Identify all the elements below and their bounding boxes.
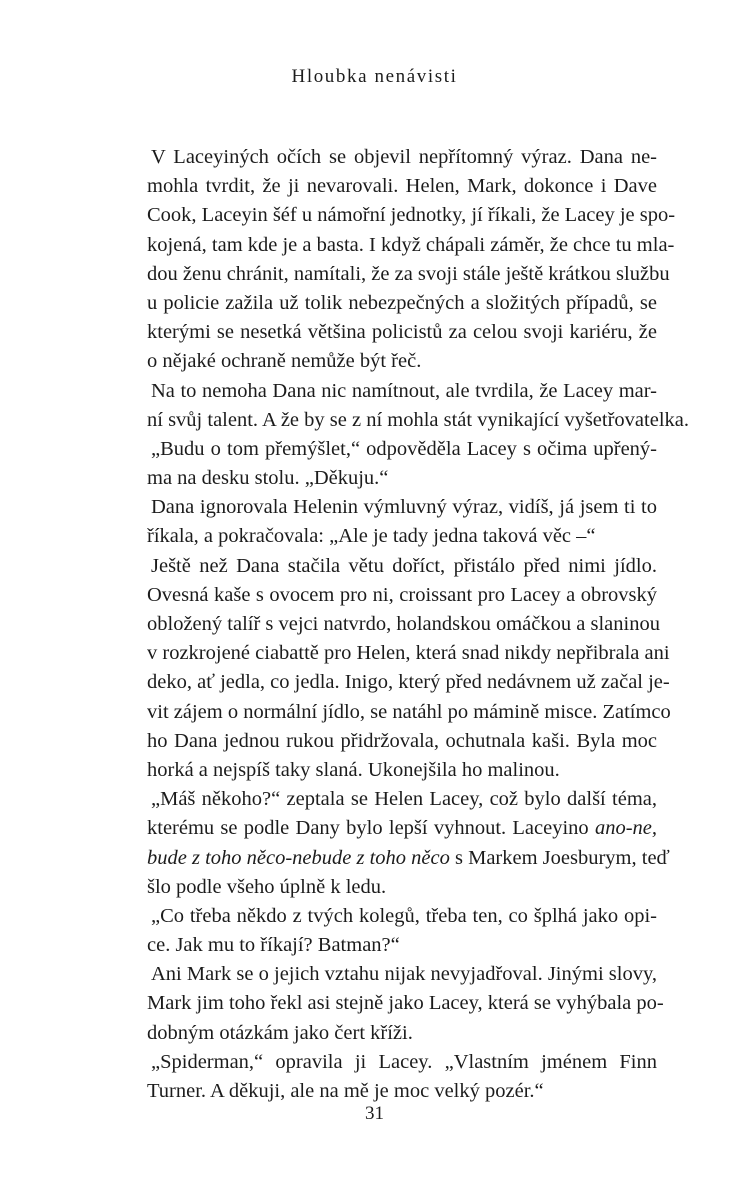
text-line: horká a nejspíš taky slaná. Ukonejšila ho malinou. <box>147 758 560 781</box>
text-line: Turner. A děkuji, ale na mě je moc velký pozér.“ <box>147 1080 544 1102</box>
paragraph <box>147 902 657 960</box>
text-line: mohla tvrdit, že ji nevarovali. Helen, Mark, dokonce i Dave <box>147 175 657 198</box>
text-line: kterými se nesetká většina policistů za celou svoji kariéru, že <box>147 321 657 344</box>
text-line: u policie zažila už tolik nebezpečných a složitých případů, se <box>147 291 657 314</box>
text-line: říkala, a pokračovala: „Ale je tady jedna taková věc –“ <box>147 525 596 548</box>
text-line: ho Dana jednou rukou přidržovala, ochutnala kaši. Byla moc <box>147 729 657 752</box>
text-line: v rozkrojené ciabattě pro Helen, která snad nikdy nepřibrala ani <box>147 642 670 665</box>
paragraph <box>147 960 664 1048</box>
text-line: dobným otázkám jako čert kříži. <box>147 1021 413 1044</box>
text-line: o nějaké ochraně nemůže být řeč. <box>147 350 422 373</box>
text-line: bude z toho něco-nebude z toho něco s Markem Joesburym, teď <box>147 846 670 869</box>
text-line: ma na desku stolu. „Děkuju.“ <box>147 467 389 490</box>
text-line: „Spiderman,“ opravila ji Lacey. „Vlastním jménem Finn <box>151 1050 657 1073</box>
text-line: kojená, tam kde je a basta. I když chápali záměr, že chce tu mla- <box>147 233 675 256</box>
text-line: „Budu o tom přemýšlet,“ odpověděla Lacey s očima upřený- <box>151 437 657 460</box>
text-line: kterému se podle Dany bylo lepší vyhnout. Laceyino ano-ne, <box>147 817 657 840</box>
text-line: „Máš někoho?“ zeptala se Helen Lacey, což bylo další téma, <box>151 788 657 811</box>
text-line: Na to nemoha Dana nic namítnout, ale tvrdila, že Lacey mar- <box>151 379 657 402</box>
text-line: dou ženu chránit, namítali, že za svoji stále ještě krátkou službu <box>147 262 670 285</box>
text-line: Mark jim toho řekl asi stejně jako Lacey, která se vyhýbala po- <box>147 992 664 1015</box>
page-number: 31 <box>365 1103 384 1124</box>
paragraph <box>147 785 670 902</box>
text-line: obložený talíř s vejci natvrdo, holandskou omáčkou a slaninou <box>147 613 660 635</box>
paragraph <box>147 552 671 786</box>
body-text <box>147 143 689 1106</box>
paragraph <box>147 435 657 493</box>
paragraph <box>147 1048 657 1106</box>
text-line: „Co třeba někdo z tvých kolegů, třeba ten, co šplhá jako opi- <box>151 904 657 927</box>
text-line: ní svůj talent. A že by se z ní mohla stát vynikající vyšetřovatelka. <box>147 408 689 431</box>
text-line: Ovesná kaše s ovocem pro ni, croissant pro Lacey a obrovský <box>147 583 657 606</box>
running-head: Hloubka nenávisti <box>291 66 458 87</box>
text-line: Ještě než Dana stačila větu doříct, přistálo před nimi jídlo. <box>151 554 657 577</box>
paragraph <box>147 493 657 551</box>
paragraph <box>147 143 676 377</box>
text-line: V Laceyiných očích se objevil nepřítomný výraz. Dana ne- <box>151 146 657 168</box>
text-line: vit zájem o normální jídlo, se natáhl po mámině misce. Zatímco <box>147 700 671 723</box>
text-line: šlo podle všeho úplně k ledu. <box>147 875 387 898</box>
text-line: Ani Mark se o jejich vztahu nijak nevyjadřoval. Jinými slovy, <box>151 963 657 986</box>
paragraph <box>147 377 689 435</box>
text-line: Dana ignorovala Helenin výmluvný výraz, vidíš, já jsem ti to <box>151 496 657 519</box>
text-line: deko, ať jedla, co jedla. Inigo, který před nedávnem už začal je- <box>147 671 670 694</box>
text-line: Cook, Laceyin šéf u námořní jednotky, jí říkali, že Lacey je spo- <box>147 204 676 227</box>
text-line: ce. Jak mu to říkají? Batman?“ <box>147 934 400 957</box>
